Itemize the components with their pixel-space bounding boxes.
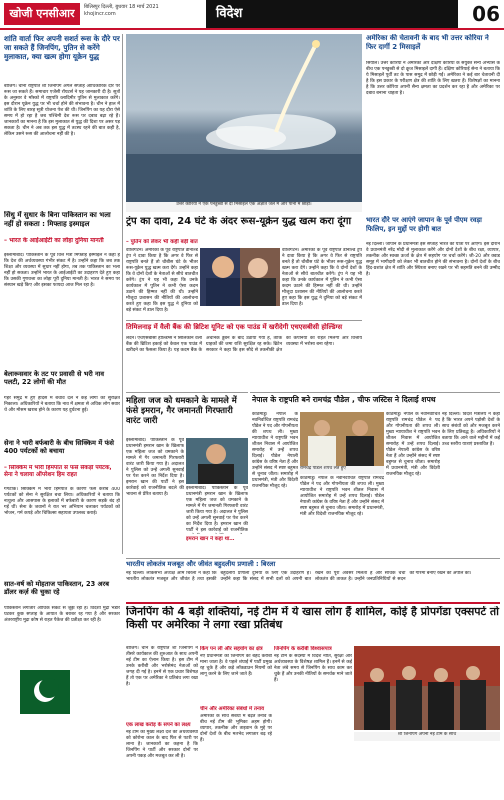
xi-subhead-4: जिनपिंग के करीबी विश्वासपात्र	[274, 646, 332, 652]
bharat-strip-rule	[126, 558, 500, 559]
masthead-date: बिलिस्पुर दिल्ली, बुधवार 18 मार्च 2021	[84, 4, 159, 10]
left-body-2: इस्लामाबाद। पाकिस्तान के पूर्व वित्त मंत्री मिफ्ताह इस्माइल ने कहा है कि देश की अर्थव्यवस्था गंभीर संकट में है। उन्होंने कहा कि जब तक शिक्षा और व्यवस्था में सुधार नहीं होगा, तब तक पाकिस्तान का भला नहीं हो सकता। उन्होंने भारत के आईआईटी का उदाहरण देते हुए कहा कि उसकी गुणवत्ता का लोहा पूरी दुनिया मानती है। भारत ने समय पर संस्थान खड़े किए और इसका फायदा आज मिल रहा है।	[4, 253, 120, 288]
putin-figure	[248, 258, 268, 278]
right-body-2: नई दिल्ली। जापान के प्रधानमंत्री इस सप्ताह भारत की यात्रा पर आएंगे। इस दौरान वे प्रधानमंत्री नरेंद्र मोदी से मुलाकात करेंगे और दोनों देशों के बीच रक्षा, व्यापार, तकनीक और स्वच्छ ऊर्जा के क्षेत्र में सहयोग पर चर्चा करेंगे। जी-20 और क्वाड समूह में भागीदारी को लेकर भी बातचीत होने की संभावना है। दोनों देशों के बीच हिंद-प्रशांत क्षेत्र में शांति और स्थिरता बनाए रखने पर भी सहमति बनने की उम्मीद है।	[366, 242, 500, 277]
nepal-body-col2: काठमांडू। नेपाल के नवनिर्वाचित राष्ट्रपति रामचंद्र पौडेल ने पद और गोपनीयता की शपथ ली। मुख्य न्यायाधीश ने राष्ट्रपति भवन शीतल निवास में आयोजित समारोह में उन्हें शपथ दिलाई। पौडेल नेपाली कांग्रेस के वरिष्ठ नेता हैं और उन्होंने संसद में स्पष्ट बहुमत से चुनाव जीता। समारोह में प्रधानमंत्री, मंत्री और विदेशी राजनयिक मौजूद रहे।	[300, 476, 384, 517]
flag-white-band	[4, 670, 20, 714]
trump-body-col2: वाशिंगटन। अमेरिका के पूर्व राष्ट्रपति डोनाल्ड ट्रंप ने दावा किया है कि अगर वे फिर से राष्ट्रपति बनते हैं तो चौबीस घंटे के भीतर रूस-यूक्रेन युद्ध खत्म करा देंगे। उन्होंने कहा कि वे दोनों देशों के नेताओं से सीधे बातचीत करेंगे। ट्रंप ने यह भी कहा कि उनके कार्यकाल में पुतिन ने कभी ऐसा कदम उठाने की हिम्मत नहीं की थी। उन्होंने मौजूदा प्रशासन की नीतियों की आलोचना करते हुए कहा कि इस युद्ध ने दुनिया को बड़े संकट में डाल दिया है।	[282, 248, 362, 307]
missile-launch-photo	[126, 34, 362, 202]
imran-body-col1: इस्लामाबाद। पाकिस्तान के पूर्व प्रधानमंत्री इमरान खान के खिलाफ एक महिला जज को धमकाने के मामले में गैर जमानती गिरफ्तारी वारंट जारी किया गया है। अदालत ने पुलिस को उन्हें अगली सुनवाई पर पेश करने का निर्देश दिया है। इमरान खान की पार्टी ने इस कार्रवाई को राजनीतिक बदले की भावना से प्रेरित बताया है।	[126, 438, 184, 497]
hsbc-headline: तिमिलनाड़ में वैली बैंक की ब्रिटिश यूनिट को एक पाउंड में खरीदेगी एचएसबीसी होल्डिंग्स	[126, 323, 343, 331]
left-headline-5: सात-वर्ष को मोहताज पाकिस्तान, 23 अरब डॉलर कर्ज़ की चुका रहे	[4, 580, 109, 596]
xi-team-headline: जिनपिंग की 4 बड़ी शक्तियां, नई टीम में ये खास लोग हैं शामिल, कोई है प्रोपगेंडा एक्सपर्ट तो किसी पर अमेरिका ने लगा रखा प्रतिबंध	[126, 606, 500, 631]
right-body-1: सियोल। उत्तर कोरिया ने अमेरिका और दक्षिण कोरिया के संयुक्त सैन्य अभ्यास के बीच एक पनडुब्बी से दो क्रूज मिसाइलें दागी हैं। दक्षिण कोरियाई सेना ने बताया कि ये मिसाइलें पूर्वी तट के पास समुद्र में छोड़ी गईं। अमेरिका ने कई बार चेतावनी दी है कि इस प्रकार के परीक्षण क्षेत्र की शांति के लिए खतरा हैं। विशेषज्ञों का मानना है कि उत्तर कोरिया अपनी सैन्य क्षमता का प्रदर्शन कर रहा है और अमेरिका पर दबाव बनाना चाहता है।	[366, 61, 500, 96]
trump-putin-photo	[200, 248, 280, 306]
xi-sidebar-text: नई टीम के सदस्यों में विदेश नीति, सुरक्षा और अर्थव्यवस्था के विशेषज्ञ शामिल हैं। इनमें से कई नेता लंबे समय से जिनपिंग के साथ काम कर चुके हैं और उनकी नीतियों के समर्थक माने जाते हैं।	[274, 654, 352, 683]
nepal-story-rule	[250, 392, 500, 393]
hsbc-body: लंदन। एचएसबीसी होल्डिंग्स ने सिलिकॉन वैली बैंक की ब्रिटिश इकाई को केवल एक पाउंड में खरीदने का फैसला किया है। यह कदम बैंक के अचानक डूबने के बाद उठाया गया है, ताकि ग्राहकों की जमा राशि सुरक्षित रह सके। ब्रिटेन सरकार ने कहा कि इस सौदे से तकनीकी क्षेत्र की कंपनियों को राहत मिलेगी और वित्तीय व्यवस्था में भरोसा बना रहेगा।	[126, 336, 362, 353]
xi-body-col3	[274, 646, 352, 766]
trump-figure	[212, 256, 234, 278]
nepal-body-col3: काठमांडू। नेपाल के नवनिर्वाचित राष्ट्रपति रामचंद्र पौडेल ने पद और गोपनीयता की शपथ ली। मुख्य न्यायाधीश ने राष्ट्रपति भवन शीतल निवास में आयोजित समारोह में उन्हें शपथ दिलाई। पौडेल नेपाली कांग्रेस के वरिष्ठ नेता हैं और उन्होंने संसद में स्पष्ट बहुमत से चुनाव जीता। समारोह में प्रधानमंत्री, मंत्री और विदेशी राजनयिक मौजूद रहे।	[386, 412, 440, 477]
xi-subhead-3: चीन और अमेरिका संबंधों में तनाव	[200, 706, 265, 712]
pakistan-flag-photo	[4, 670, 70, 714]
left-body-3: गहरे समुद्र में हुए हादसे में बचाव दल ने कई लोगों को सुरक्षित निकाला। अधिकारियों ने बताया कि नाव में क्षमता से अधिक लोग सवार थे और मौसम खराब होने के कारण यह दुर्घटना हुई।	[4, 396, 120, 413]
bottom-story-rule	[126, 602, 500, 604]
column-rule-left	[122, 34, 123, 554]
left-headline-1: शांति वार्ता फिर अपनी सशर्त रूस के दौरे पर जा सकते हैं जिनपिंग, पुतिन से करेंगे मुलाकात, क्या खत्म होगा यूक्रेन युद्ध	[4, 34, 120, 61]
page-number: 06	[460, 0, 500, 28]
xi-subhead-1: एक लाख करोड़ के सपने का लक्ष्य	[126, 722, 191, 728]
left-subhead-4: – सिक्किम में भारी हिमपात से फंसे सैकड़ों पर्यटक, सेना ने चलाया ऑपरेशन हिम राहत	[4, 465, 112, 478]
xi-team-photo	[354, 646, 500, 730]
imran-body-col2: इस्लामाबाद। पाकिस्तान के पूर्व प्रधानमंत्री इमरान खान के खिलाफ एक महिला जज को धमकाने के मामले में गैर जमानती गिरफ्तारी वारंट जारी किया गया है। अदालत ने पुलिस को उन्हें अगली सुनवाई पर पेश करने का निर्देश दिया है। इमरान खान की पार्टी ने इस कार्रवाई को राजनीतिक	[186, 486, 248, 533]
imran-headline: महिला जज को धमकाने के मामले में फंसे इमरान, गैर जमानती गिरफ्तारी वारंट जारी	[126, 395, 237, 425]
imran-story-rule	[126, 392, 248, 393]
trump-subhead: – पुतिन को लेकर भी कही बड़ी बात	[126, 239, 198, 245]
left-column	[4, 34, 120, 764]
mid-story-rule	[126, 320, 362, 321]
left-headline-2: सिंधु में सुधार के बिना पाकिस्तान का भला नहीं हो सकता : मिफ्ताह इस्माइल	[4, 211, 111, 228]
imran-subhead: इमरान खान ने कहा था…	[186, 536, 235, 542]
xi-subhead-2: किंग पन ली और सहयोग का क्षेत्र	[200, 646, 263, 652]
nepal-oath-photo	[300, 412, 384, 466]
missile-photo-caption: उत्तर कोरिया ने एक पनडुब्बी से दो मिसाइलें एक अज्ञात जल में और पानी में छोड़ी।	[126, 202, 362, 212]
section-title: विदेश	[206, 0, 458, 28]
left-body-5: पाकिस्तान लगातार आर्थिक संकट से जूझ रहा है। विदेशी मुद्रा भंडार घटकर कुछ सप्ताह के आयात के बराबर रह गया है और सरकार अंतरराष्ट्रीय मुद्रा कोष से राहत पैकेज की प्रतीक्षा कर रही है।	[4, 606, 120, 623]
xi-body-col1	[126, 646, 198, 766]
xi-body-3: नए प्रधानमंत्री को जिनपिंग का बेहद करीबी माना जाता है। वे पहले शंघाई में पार्टी प्रमुख रह चुके हैं और कड़े लॉकडाउन नियमों को लागू करने के लिए जाने जाते हैं।	[200, 654, 272, 677]
left-subhead-2: – भारत के आईआईटी का लोहा दुनिया मानती	[4, 237, 104, 244]
left-headline-4: सेना ने भारी बर्फबारी के बीच सिक्किम में फंसे 400 पर्यटकों को बचाया	[4, 439, 115, 455]
birla-headline: भारतीय लोकतंत्र मजबूत और जीवंत बहुदलीय प्रणाली : बिरला	[126, 560, 276, 568]
newspaper-logo: खोजी एनसीआर	[4, 3, 80, 25]
xi-body-1: बीजिंग। चीन के राष्ट्रपति शी जिनपिंग ने तीसरे कार्यकाल की शुरुआत के साथ अपनी नई टीम का ऐलान किया है। इस टीम में उनके करीबी और भरोसेमंद नेताओं को जगह दी गई है। इनमें से एक प्रचार विशेषज्ञ हैं तो एक पर अमेरिका ने प्रतिबंध लगा रखा है।	[126, 646, 198, 687]
xi-body-4: अमेरिका के साथ संबंधों में बढ़ते तनाव के बीच नई टीम की भूमिका अहम होगी। व्यापार, तकनीक और ताइवान के मुद्दे पर दोनों देशों के बीच मतभेद लगातार बढ़ रहे हैं।	[200, 714, 272, 743]
masthead	[0, 0, 504, 30]
nepal-headline: नेपाल के राष्ट्रपति बने रामचंद्र पौडेल , चीफ जस्टिस ने दिलाई शपथ	[252, 395, 436, 404]
xi-body-2: नई टीम का मुख्य लक्ष्य देश की अर्थव्यवस्था को कोरोना काल के बाद फिर से पटरी पर लाना है। जानकारों का कहना है कि जिनपिंग ने पार्टी और सरकार दोनों पर अपनी पकड़ और मजबूत कर ली है।	[126, 730, 198, 759]
masthead-website: khojincr.com	[84, 11, 116, 17]
left-headline-3: बेलारूसवार के तट पर प्रवासी से भरी नाव पलटी, 22 लोगों की मौत	[4, 370, 105, 386]
right-headline-1: अमेरिका की चेतावनी के बाद भी उत्तर कोरिया ने फिर दागीं 2 मिसाइलें	[366, 34, 489, 51]
right-lower-body: नई दिल्ली। विदेश मंत्रालय ने कहा है कि भारत अपने पड़ोसी देशों के साथ संबंधों को और मजबूत करने के लिए प्रतिबद्ध है। अधिकारियों ने बताया कि आने वाले महीनों में कई उच्च स्तरीय यात्राएं प्रस्तावित हैं।	[442, 412, 500, 447]
trump-headline: ट्रंप का दावा, 24 घंटे के अंदर रूस-यूक्रेन युद्ध खत्म करा दूंगा	[126, 216, 352, 227]
trump-body-col1: वाशिंगटन। अमेरिका के पूर्व राष्ट्रपति डोनाल्ड ट्रंप ने दावा किया है कि अगर वे फिर से राष्ट्रपति बनते हैं तो चौबीस घंटे के भीतर रूस-यूक्रेन युद्ध खत्म करा देंगे। उन्होंने कहा कि वे दोनों देशों के नेताओं से सीधे बातचीत करेंगे। ट्रंप ने यह भी कहा कि उनके कार्यकाल में पुतिन ने कभी ऐसा कदम उठाने की हिम्मत नहीं की थी। उन्होंने मौजूदा प्रशासन की नीतियों की आलोचना करते हुए कहा कि इस युद्ध ने दुनिया को बड़े संकट में डाल दिया है।	[126, 248, 198, 313]
imran-khan-photo	[186, 438, 248, 484]
right-column-top	[366, 34, 500, 212]
left-body-1: बीजिंग। चीनी राष्ट्रपति शी जिनपिंग अगले सप्ताह आधिकारिक दौरे पर रूस जा सकते हैं। समाचार एजेंसी रॉयटर्स ने यह जानकारी दी है। सूत्रों के अनुसार वे मॉस्को में राष्ट्रपति व्लादिमीर पुतिन से मुलाकात करेंगे। इस दौरान यूक्रेन युद्ध पर भी चर्चा होने की संभावना है। चीन ने हाल में शांति के लिए बारह सूत्री योजना पेश की थी। जिनपिंग का यह दौरा ऐसे समय में हो रहा है जब पश्चिमी देश रूस पर दबाव बढ़ा रहे हैं। जानकारों का मानना है कि इस मुलाकात से युद्ध की दिशा पर असर पड़ सकता है। चीन ने अब तक इस युद्ध में तटस्थ रहने की बात कही है, लेकिन उसने रूस की आलोचना नहीं की है।	[4, 84, 120, 137]
nepal-photo-caption: रामचंद्र पौडेल शपथ लेते हुए	[300, 466, 384, 474]
xi-body-col2	[200, 646, 272, 766]
birla-body: नई दिल्ली। लोकसभा अध्यक्ष ओम बिरला ने कहा कि भारतीय लोकतंत्र मजबूत और जीवंत है तथा इसकी बहुदलीय प्रणाली दुनिया के लिए एक उदाहरण है। उन्होंने कहा कि संसद में सभी दलों को अपनी बात रखने का पूरा अवसर मिलता है और सार्थक चर्चा लोकतंत्र की ताकत है। उन्होंने जनप्रतिनिधियों से सदन की गरिमा बनाए रखने की अपील की।	[126, 571, 472, 582]
left-body-4: गंगटोक। सिक्किम में भारी हिमपात के कारण फंसे करीब 400 पर्यटकों को सेना ने सुरक्षित बचा लिया। अधिकारियों ने बताया कि नाथुला और आसपास के इलाकों में बर्फबारी के कारण सड़कें बंद हो गई थीं। सेना के जवानों ने रात भर अभियान चलाकर पर्यटकों को भोजन, गर्म कपड़े और चिकित्सा सहायता उपलब्ध कराई।	[4, 487, 120, 516]
masthead-meta	[84, 4, 204, 18]
right-headline-2: भारत दौरे पर आएंगे जापान के पूर्व पीएम रवड़ा फिलिप, इन मुद्दों पर होगी बात	[366, 216, 482, 233]
nepal-body-col1: काठमांडू। नेपाल के नवनिर्वाचित राष्ट्रपति रामचंद्र पौडेल ने पद और गोपनीयता की शपथ ली। मुख्य न्यायाधीश ने राष्ट्रपति भवन शीतल निवास में आयोजित समारोह में उन्हें शपथ दिलाई। पौडेल नेपाली कांग्रेस के वरिष्ठ नेता हैं और उन्होंने संसद में स्पष्ट बहुमत से चुनाव जीता। समारोह में प्रधानमंत्री, मंत्री और विदेशी राजनयिक मौजूद रहे।	[252, 412, 298, 489]
missile-launch-illustration	[126, 34, 362, 202]
xi-photo-caption: शी जिनपिंग अपनी नई टीम के साथ	[354, 732, 500, 741]
